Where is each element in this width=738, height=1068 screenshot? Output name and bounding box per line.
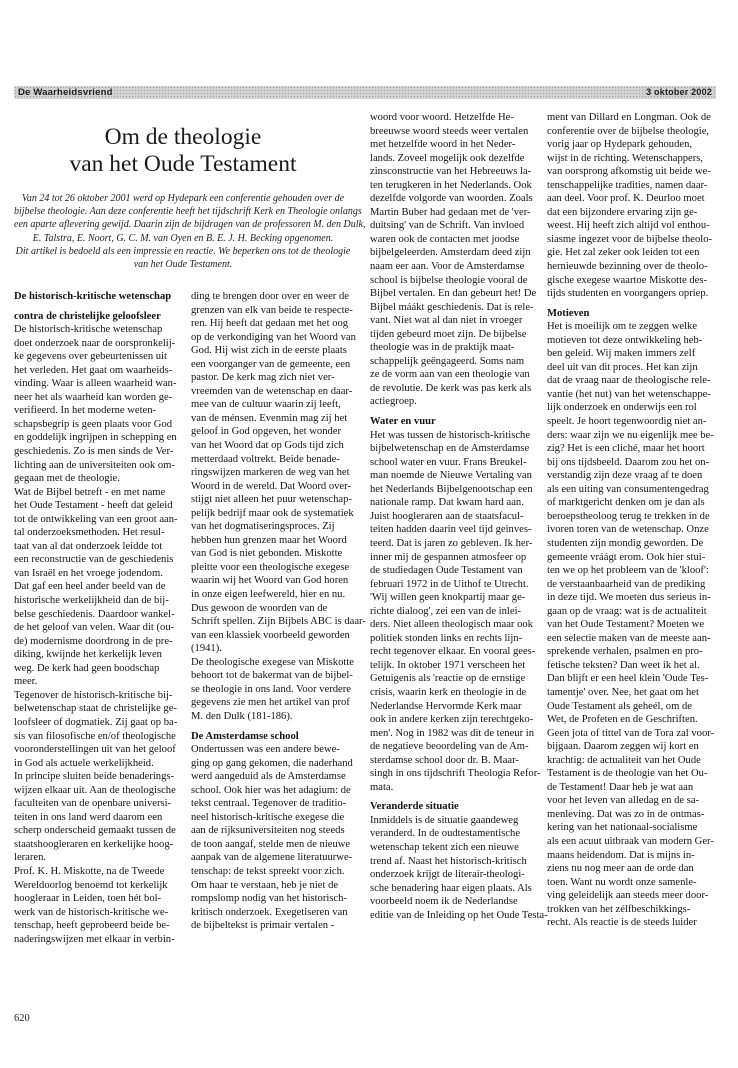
text-line: beroepstheoloog terug te trekken in de (547, 510, 710, 522)
text-line: van God is niet gebonden. Miskotte (191, 548, 343, 560)
text-line: hebben hun grenzen maar het Woord (191, 534, 347, 546)
text-line: naderingswijzen met elkaar in verbin- (14, 933, 175, 945)
text-line: hoogleraar in Leiden, toen hét bol- (14, 893, 162, 905)
text-line: bijgaan. Daarom zeggen wij kort en (547, 741, 699, 753)
text-line: naam eer aan. Voor de Amsterdamse (370, 261, 525, 273)
text-column-1 (14, 290, 186, 946)
text-line: de het geloof van velen. Waar dit (ou- (14, 622, 175, 634)
text-line: teerd. Dat is jaren zo gebleven. Ik her- (370, 537, 533, 549)
text-line: bijbelgeleerden. Amsterdam deed zijn (370, 247, 531, 259)
text-line: staatshoogleraren en kerkelijke hoog- (14, 838, 174, 850)
section-heading: De historisch-kritische wetenschap (14, 291, 172, 302)
text-line: lichting aan de universiteiten ook om- (14, 459, 175, 471)
text-line: politiek stonden links en rechts lijn- (370, 632, 523, 644)
text-line: belwetenschap staat de christelijke ge- (14, 703, 177, 715)
text-line: van een klassiek voorbeeld geworden (191, 629, 350, 641)
text-line: metterdaad voltrekt. Beide benade- (191, 453, 340, 465)
text-line: M. den Dulk (181-186). (191, 710, 293, 722)
text-line: verstandig zijn deze vraag af te doen (547, 470, 703, 482)
text-line: ringswijzen markeren de weg van het (191, 467, 350, 479)
text-line: tenschap, heeft geprobeerd beide be- (14, 920, 170, 932)
text-line: gaan op de vraag: wat is de actualiteit (547, 605, 707, 617)
text-line: historische werkelijkheid dan de bij- (14, 595, 169, 607)
text-line: van Israël en het vroege jodendom. (14, 567, 163, 579)
text-line: gie. Het zal zeker ook leiden tot een (547, 247, 700, 259)
text-line: vantie (het nut) van het wetenschappe- (547, 388, 711, 400)
text-column-2 (191, 290, 366, 933)
text-line: werk van de historisch-kritische we- (14, 906, 169, 918)
text-line: Dat gaf een heel ander beeld van de (14, 581, 166, 593)
text-line: kering van het nationaal-socialisme (547, 822, 698, 834)
text-line: inner mij de gespannen atmosfeer op (370, 551, 527, 563)
text-line: en goddelijk ingrijpen in schepping en (14, 432, 177, 444)
text-line: wijzen elkaar uit. Aan de theologische (14, 784, 176, 796)
text-line: van oorsprong afkomstig uit beide we- (547, 166, 711, 178)
text-line: een voorganger van de gemeente, een (191, 358, 351, 370)
section-heading: Motieven (547, 307, 590, 319)
text-line: aanpak van de algemene literatuurwe- (191, 852, 353, 864)
text-line: dezelfde volgorde van woorden. Zoals (370, 193, 533, 205)
text-line: dat de vraag naar de theologische rele- (547, 375, 711, 387)
text-line: dat een bijzondere ervaring zijn ge- (547, 206, 698, 218)
text-line: als een uiting van consumentengedrag (547, 483, 709, 495)
text-column-3 (370, 111, 548, 922)
text-line: neer het als waarheid kan worden ge- (14, 391, 173, 403)
text-line: Wet, de Profeten en de Geschriften. (547, 714, 698, 726)
text-line: aan de rijksuniversiteiten nog steeds (191, 825, 345, 837)
text-line: taat van al dat onderzoek leidde tot (14, 540, 163, 552)
text-line: bij ons tijdsbeeld. Daarom zou het on- (547, 456, 710, 468)
text-line: conferentie over de bijbelse theologie, (547, 125, 710, 137)
text-line: het Nederlands Bijbelgenootschap een (370, 483, 533, 495)
text-line: kritisch onderzoek. Exegetiseren van (191, 906, 348, 918)
text-line: zig? Het is een cliché, maar het hoort (547, 443, 705, 455)
text-line: breeuwse woord steeds weer vertalen (370, 125, 529, 137)
text-line: de toon aangaf, stelde men de nieuwe (191, 838, 351, 850)
text-line: editie van de Inleiding op het Oude Testa- (370, 909, 548, 921)
text-line: lijk onderzoek en onderwijs een rol (547, 402, 697, 414)
text-line: aan deel. Voor prof. K. Deurloo moet (547, 193, 705, 205)
text-line: ging op gang gekomen, die naderhand (191, 757, 353, 769)
text-line: vorig jaar op Hydepark gehouden, (547, 139, 693, 151)
text-line: of marktgericht denken om je dan als (547, 497, 705, 509)
text-line: tenschappelijke tradities, namen daar- (547, 179, 708, 191)
text-line: Martin Buber had gedaan met de 'ver- (370, 206, 531, 218)
text-line: Wat de Bijbel betreft - en met name (14, 486, 166, 498)
text-line: Dus gewoon de woorden van de (191, 602, 328, 614)
running-header (14, 86, 716, 99)
text-line: weg. De kerk had geen boodschap (14, 662, 160, 674)
text-line: God. Hij wist zich in de eerste plaats (191, 345, 347, 357)
text-line: Bijbel vertalen. En dan gebeurt het! De (370, 288, 537, 300)
text-line: ment van Dillard en Longman. Ook de (547, 112, 711, 123)
title-line: Om de theologie (104, 124, 262, 150)
text-line: men'. Nog in 1982 was dit de teneur in (370, 727, 535, 739)
text-line: de verstaanbaarheid van de prediking (547, 578, 706, 590)
text-line: grenzen van elk van beide te respecte- (191, 304, 353, 316)
text-line: tot de ontwikkeling van een groot aan- (14, 513, 178, 525)
text-line: Het is moeilijk om te zeggen welke (547, 321, 698, 333)
text-line: teiten in ons land werd daarom een (14, 811, 163, 823)
text-line: siasme ingezet voor de bijbelse theolo- (547, 233, 713, 245)
text-line: geschiedenis. Zo is men sinds de Ver- (14, 446, 174, 458)
text-line: tamentje' over. Nee, het gaat om het (547, 686, 699, 698)
text-line: sche benadering haar eigen plaats. Als (370, 882, 532, 894)
publication-name: De Waarheidsvriend (18, 87, 113, 98)
text-line: van het dogmatiseringsproces. Zij (191, 521, 335, 533)
intro-line: Dit artikel is bedoeld als een impressie en reactie. We beperken ons tot de theologie (15, 245, 351, 257)
text-line: waarin wij het Woord van God horen (191, 575, 349, 587)
text-line: ten terugkeren in het Nederlands. Ook (370, 179, 532, 191)
text-line: wetenschap tekent zich een nieuwe (370, 841, 519, 853)
text-line: wijst in de richting. Wetenschappers, (547, 152, 704, 164)
text-line: trokken van het zélfbeschikkings- (547, 903, 691, 915)
title-line: van het Oude Testament (69, 151, 297, 177)
text-line: In principe sluiten beide benaderings- (14, 771, 175, 783)
text-line: belse geschiedenis. Daardoor wankel- (14, 608, 175, 620)
text-line: (1941). (191, 643, 222, 655)
text-line: doet onderzoek naar de oorspronkelij- (14, 337, 176, 349)
text-line: van het Woord dat op Gods tijd zich (191, 440, 344, 452)
text-line: hernieuwde bezinning over de theolo- (547, 261, 708, 273)
text-line: neel historisch-kritische exegese die (191, 811, 345, 823)
text-line: krachtig: de actualiteit van het Oude (547, 754, 701, 766)
text-line: onderzoek krijgt de literair-theologi- (370, 869, 525, 881)
text-line: pleitte voor een theologische exegese (191, 561, 350, 573)
text-line: trend af. Naast het historisch-kritisch (370, 855, 527, 867)
text-line: zinsconstructie van het Hebreeuws la- (370, 166, 532, 178)
article-title (14, 124, 352, 178)
text-line: ivoren toren van de wetenschap. Onze (547, 524, 709, 536)
text-line: ders. Niet alleen theologisch maar ook (370, 619, 533, 631)
text-line: ben geleid. Wij maken immers zelf (547, 348, 696, 360)
text-line: tenschap: de tekst spreekt voor zich. (191, 865, 345, 877)
text-line: ten we op het probleem van de 'kloof': (547, 565, 709, 577)
text-line: een reconstructie van de geschiedenis (14, 554, 174, 566)
text-line: woord voor woord. Hetzelfde He- (370, 112, 514, 123)
text-line: het Oude Testament - heeft dat geleid (14, 500, 173, 512)
text-line: teiten hadden daarin veel tijd geinves- (370, 524, 532, 536)
text-line: geloof in God opgeven, het wonder (191, 426, 342, 438)
text-line: ren. Hij heeft dat gedaan met het oog (191, 318, 349, 330)
text-line: Testament is de theologie van het Ou- (547, 768, 708, 780)
text-line: Het was tussen de historisch-kritische (370, 429, 531, 441)
intro-line: bijbelse theologie. Aan deze conferentie heeft het tijdschrift Kerk en Theologie onlangs (14, 206, 362, 218)
text-line: veranderd. In de oudtestamentische (370, 828, 521, 840)
text-line: sterdamse school door dr. B. Maar- (370, 754, 519, 766)
text-line: in God als actuele werkelijkheid. (14, 757, 154, 769)
text-line: Tegenover de historisch-kritische bij- (14, 689, 173, 701)
intro-line: van het Oude Testament. (133, 259, 233, 271)
text-line: toen. Want nu wordt onze samenle- (547, 876, 697, 888)
intro-line: Van 24 tot 26 oktober 2001 werd op Hydepark een conferentie gehouden over de (21, 193, 345, 204)
section-heading: Veranderde situatie (370, 801, 459, 813)
intro-line: een aparte aflevering gewijd. Daarin zijn de bijdragen van de professoren M. den Dulk, (14, 219, 366, 231)
text-line: loofsleer of dogmatiek. Zij gaat op ba- (14, 716, 178, 728)
text-line: ding te brengen door over en weer de (191, 291, 349, 302)
text-line: bijbelwetenschap en de Amsterdamse (370, 443, 530, 455)
text-line: vinding. Waar is alleen waarheid wan- (14, 378, 177, 390)
text-line: Wereldoorlog benoemd tot kerkelijk (14, 879, 168, 891)
text-column-4 (547, 111, 727, 930)
text-line: ook in andere kerken zijn terechtgeko- (370, 714, 534, 726)
text-line: 'Wij willen geen knokpartij maar ge- (370, 592, 526, 604)
text-line: sis van filosofische en/of theologische (14, 730, 176, 742)
text-line: recht tegenover elkaar. En vooral gees- (370, 646, 536, 658)
text-line: meer. (14, 676, 38, 688)
text-line: waren ook de contacten met joodse (370, 233, 520, 245)
text-line: gische exegese waartoe Miskotte des- (547, 274, 708, 286)
text-line: Bijbel máákt geschiedenis. Dat is rele- (370, 301, 534, 313)
text-line: vooronderstellingen uit van het geloof (14, 744, 176, 756)
text-line: Juist hoogleraren aan de staatsfacul- (370, 510, 524, 522)
text-line: de bijbeltekst is primair vertalen - (191, 920, 335, 932)
text-line: schappelijk geëngageerd. Soms nam (370, 355, 525, 367)
text-line: diking, kwijnde het kerkelijk leven (14, 649, 162, 661)
text-line: pelijk bedrijf maar ook de systematiek (191, 507, 354, 519)
article-intro (14, 192, 366, 271)
text-line: sprekende verhalen, psalmen en pro- (547, 646, 703, 658)
text-line: school water en vuur. Frans Breukel- (370, 456, 527, 468)
text-line: met hetzelfde woord in het Neder- (370, 139, 516, 151)
text-line: tekst centraal. Tegenover de traditio- (191, 798, 347, 810)
text-line: ders: waar zijn we nu eigenlijk mee be- (547, 429, 714, 441)
text-line: in deze tijd. We moeten dus serieus in- (547, 592, 711, 604)
text-line: duitsing' van de Schrift. Van invloed (370, 220, 525, 232)
text-line: de) modernisme doordrong in de pre- (14, 635, 173, 647)
text-line: Woord in de wereld. Dat Woord over- (191, 480, 351, 492)
text-line: schapsbegrip is geen plaats voor God (14, 418, 172, 430)
section-heading: De Amsterdamse school (191, 730, 299, 742)
text-line: motieven tot deze ontwikkeling heb- (547, 334, 703, 346)
text-line: theologie was in de praktijk maat- (370, 342, 515, 354)
text-line: Schrift spellen. Zijn Bijbels ABC is daar- (191, 616, 366, 628)
text-line: tal onderzoeksmethoden. Het resul- (14, 527, 165, 539)
text-line: actiegroep. (370, 396, 417, 408)
text-line: van het Oude Testament? Moeten we (547, 619, 705, 631)
text-line: De historisch-kritische wetenschap (14, 324, 163, 336)
text-line: in onze eigen leefwereld, hier en nu. (191, 589, 346, 601)
text-line: Oude Testament als geheél, om de (547, 700, 692, 712)
text-line: Dan blijft er een heel klein 'Oude Tes- (547, 673, 709, 685)
text-line: richte dialoog', zei een van de inlei- (370, 605, 522, 617)
text-line: behoort tot de bakermat van de bijbel- (191, 670, 353, 682)
text-line: studenten zijn mondig geworden. De (547, 537, 704, 549)
text-line: gegevens zie men het artikel van prof (191, 697, 350, 709)
text-line: fetische teksten? Dan weet ik het al. (547, 659, 700, 671)
text-line: de studiedagen Oude Testament van (370, 565, 523, 577)
text-line: van de ménsen. Evenmin mag zij het (191, 412, 348, 424)
text-line: ving geleidelijk aan steeds meer door- (547, 890, 709, 902)
text-line: man noemde de Nieuwe Vertaling van (370, 470, 532, 482)
text-line: deel uit van dit proces. Het kan zijn (547, 361, 698, 373)
text-line: februari 1972 in de Uithof te Utrecht. (370, 578, 529, 590)
text-line: weest. Hij heeft zich altijd vol enthou- (547, 220, 710, 232)
text-line: mee van de cultuur waarin zij leeft, (191, 399, 341, 411)
text-line: ziens nu nog meer aan de orde dan (547, 863, 694, 875)
text-line: gegaan met de theologie. (14, 473, 120, 485)
section-heading: Water en vuur (370, 416, 436, 428)
text-line: Geen jota of tittel van de Tora zal voor- (547, 727, 715, 739)
text-line: Inmiddels is de situatie gaandeweg (370, 814, 519, 826)
text-line: de negatieve beoordeling van de Am- (370, 741, 529, 753)
text-line: gemeente vráágt erom. Ook hier stui- (547, 551, 706, 563)
text-line: se theologie in ons land. Voor verdere (191, 683, 351, 695)
text-line: scherp onderscheid gemaakt tussen de (14, 825, 176, 837)
text-line: school is bijbelse theologie vooral de (370, 274, 528, 286)
text-line: de Testament! Daar heb je wat aan (547, 781, 694, 793)
text-line: crisis, waarin kerk en theologie in de (370, 686, 527, 698)
text-line: voor het leven van alledag en de sa- (547, 795, 700, 807)
text-line: speelt. Je hoort tegenwoordig niet an- (547, 416, 707, 428)
text-line: stijgt niet alleen het puur wetenschap- (191, 494, 352, 506)
text-line: leraren. (14, 852, 47, 864)
text-line: faculteiten van de openbare universi- (14, 798, 172, 810)
text-line: recht. Als reactie is de steeds luider (547, 917, 697, 929)
text-line: verifieerd. In het moderne weten- (14, 405, 157, 417)
text-line: een selectie maken van de meeste aan- (547, 632, 711, 644)
text-line: voorbeeld noem ik de Nederlandse (370, 896, 518, 908)
text-line: Om haar te verstaan, heb je niet de (191, 879, 339, 891)
text-line: ze de vorm aan van een theologie van (370, 369, 530, 381)
page-number: 620 (14, 1013, 30, 1024)
text-line: Nederlandse Hervormde Kerk maar (370, 700, 522, 712)
text-line: Getuigenis als 'reactie op de ernstige (370, 673, 526, 685)
issue-date: 3 oktober 2002 (646, 87, 712, 97)
text-line: als een acuut uitbraak van modern Ger- (547, 835, 714, 847)
text-line: vant. Niet wat al dan niet in vroeger (370, 315, 523, 327)
text-line: singh in ons tijdschrift Theologia Refor- (370, 768, 541, 780)
text-line: pastor. De kerk mag zich niet ver- (191, 372, 335, 384)
text-line: ke gegevens over gebeurtenissen uit (14, 351, 167, 363)
text-line: school. Ook hier was het adagium: de (191, 784, 351, 796)
text-line: Ondertussen was een andere bewe- (191, 744, 340, 756)
text-line: het verleden. Het gaat om waarheids- (14, 364, 173, 376)
text-line: vreemden van de wetenschap en daar- (191, 385, 353, 397)
text-line: Prof. K. H. Miskotte, na de Tweede (14, 865, 165, 877)
text-line: tijds studenten en voorgangers opriep. (547, 288, 709, 300)
text-line: De theologische exegese van Miskotte (191, 656, 354, 668)
text-line: maans heidendom. Dat is mijns in- (547, 849, 695, 861)
text-line: rompslomp nodig van het historisch- (191, 893, 347, 905)
text-line: de revolutie. De kerk was pas kerk als (370, 382, 532, 394)
text-line: telijk. In oktober 1971 verscheen het (370, 659, 526, 671)
text-line: op de verkondiging van het Woord van (191, 331, 356, 343)
text-line: lands. Zoveel mogelijk ook dezelfde (370, 152, 525, 164)
text-line: mata. (370, 781, 394, 793)
intro-line: E. Talstra, E. Noort, G. C. M. van Oyen en B. E. J. H. Becking opgenomen. (32, 232, 334, 244)
section-heading: contra de christelijke geloofsleer (14, 310, 161, 322)
text-line: menleving. Dat was zo in de ontmas- (547, 808, 705, 820)
text-line: tijden gebeurd moet zijn. De bijbelse (370, 328, 527, 340)
text-line: werd aangeduid als de Amsterdamse (191, 771, 346, 783)
text-line: nationale ramp. Dat kwam hard aan. (370, 497, 524, 509)
